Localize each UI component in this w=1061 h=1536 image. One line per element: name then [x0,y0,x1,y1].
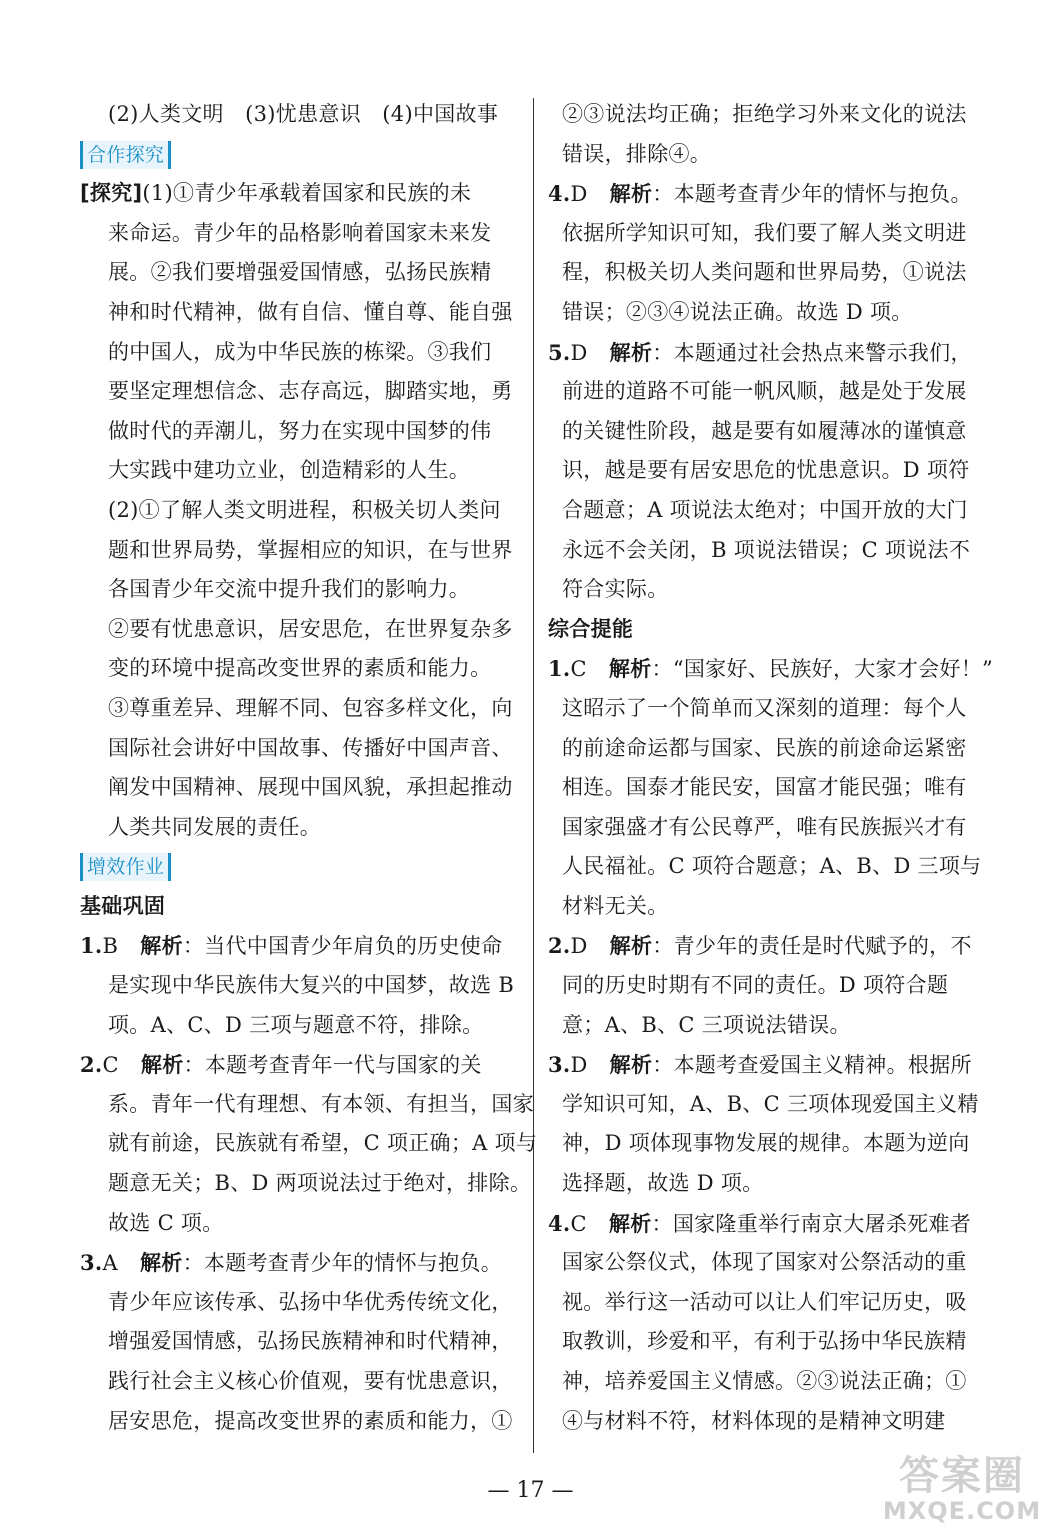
answer-choice: B [102,934,119,959]
text-line: (2)①了解人类文明进程，积极关切人类问 [108,497,501,522]
section-tag [80,135,520,175]
text-line: 前进的道路不可能一帆风顺，越是处于发展 [562,379,967,404]
text-line: 来命运。青少年的品格影响着国家未来发 [108,220,492,245]
watermark-logo [877,1454,1047,1530]
right-column [548,95,994,1441]
text-line: 阐发中国精神、展现中国风貌，承担起推动 [108,775,513,800]
text-line: 同的历史时期有不同的责任。D 项符合题 [562,973,949,998]
question-number: 3. [80,1250,103,1276]
text-line: 增强爱国情感，弘扬民族精神和时代精神， [108,1329,513,1354]
text-line: 做时代的弄潮儿，努力在实现中国梦的伟 [108,418,492,443]
inquiry-text: (1)①青少年承载着国家和民族的未 [142,181,472,206]
text-line: 居安思危，提高改变世界的素质和能力，① [108,1408,513,1433]
text-line: 人民福祉。C 项符合题意；A、B、D 三项与 [562,854,982,879]
text-line: ②③说法均正确；拒绝学习外来文化的说法 [562,102,967,126]
text-line: 合题意；A 项说法太绝对；中国开放的大门 [562,497,968,522]
text-line: 人类共同发展的责任。 [108,814,321,839]
analysis-text: ：本题考查青年一代与国家的关 [183,1053,482,1078]
analysis-text: ：青少年的责任是时代赋予的，不 [652,934,972,959]
text-line: 这昭示了一个简单而又深刻的道理：每个人 [562,695,967,720]
text-line: 要坚定理想信念、志存高远，脚踏实地，勇 [108,379,513,404]
text-line: 意；A、B、C 三项说法错误。 [562,1012,851,1037]
text-line: ③尊重差异、理解不同、包容多样文化，向 [108,695,513,720]
inquiry-line [80,174,520,214]
question-number: 1. [80,933,103,959]
analysis-text: ：本题考查青少年的情怀与抱负。 [652,182,972,207]
text-line: 的中国人，成为中华民族的栋梁。③我们 [108,339,492,364]
answer-item [548,649,994,689]
analysis-label: 解析 [140,1251,183,1276]
analysis-label: 解析 [609,340,653,365]
text-line: 题和世界局势，掌握相应的知识，在与世界 [108,537,513,562]
answer-choice: C [570,657,587,682]
analysis-label: 解析 [609,934,653,959]
answer-item [80,1045,520,1085]
text-line: (2)人类文明 (3)忧患意识 (4)中国故事 [108,102,499,126]
text-line: 错误，排除④。 [562,141,712,166]
text-line: 大实践中建功立业，创造精彩的人生。 [108,458,471,483]
question-number: 4. [548,181,571,207]
answer-item [80,1243,520,1283]
answer-choice: C [570,1211,587,1236]
analysis-label: 解析 [140,934,183,959]
analysis-label: 解析 [609,1053,653,1078]
question-number: 2. [80,1052,103,1078]
answer-item [548,926,980,966]
question-number: 5. [548,339,571,365]
question-number: 1. [548,656,571,682]
text-line: 材料无关。 [562,893,669,918]
text-line: 神，培养爱国主义情感。②③说法正确；① [562,1369,967,1393]
text-line: 取教训，珍爱和平，有利于弘扬中华民族精 [562,1329,967,1354]
text-line: 青少年应该传承、弘扬中华优秀传统文化， [108,1289,513,1314]
text-line: 就有前途，民族就有希望，C 项正确；A 项与 [108,1131,538,1156]
analysis-text: ：本题考查青少年的情怀与抱负。 [182,1251,503,1276]
question-number: 2. [548,933,571,959]
text-line: 系。青年一代有理想、有本领、有担当，国家 [108,1091,534,1116]
text-line: 变的环境中提高改变世界的素质和能力。 [108,656,492,681]
text-line: 是实现中华民族伟大复兴的中国梦，故选 B [108,973,515,998]
text-line: 依据所学知识可知，我们要了解人类文明进 [562,220,967,245]
subsection-heading: 基础巩固 [80,893,166,918]
answer-item [548,174,980,214]
analysis-label: 解析 [608,1211,652,1236]
column-divider [533,98,534,1453]
inquiry-label: [探究] [80,181,143,206]
analysis-label: 解析 [609,182,653,207]
text-line: 国际社会讲好中国故事、传播好中国声音、 [108,735,513,760]
text-line: 题意无关；B、D 两项说法过于绝对，排除。 [108,1171,532,1196]
analysis-text: ：国家隆重举行南京大屠杀死难者 [651,1211,972,1236]
watermark-text: 答案圈 [899,1453,1025,1499]
analysis-text: ：当代中国青少年肩负的历史使命 [182,934,503,959]
section-tag-label: 增效作业 [80,853,171,881]
text-line: 的关键性阶段，越是要有如履薄冰的谨慎意 [562,418,967,443]
section-tag [80,847,520,887]
text-line: 神和时代精神，做有自信、懂自尊、能自强 [108,299,513,324]
analysis-text: ：本题通过社会热点来警示我们， [652,340,972,365]
text-line: 的前途命运都与国家、民族的前途命运紧密 [562,735,967,760]
question-number: 3. [548,1052,571,1078]
text-line: 永远不会关闭，B 项说法错误；C 项说法不 [562,537,971,562]
answer-choice: D [570,1053,588,1078]
page-number: — 17 — [487,1478,574,1503]
text-line: 神，D 项体现事物发展的规律。本题为逆向 [562,1131,970,1156]
analysis-text: ：“国家好、民族好，大家才会好！” [651,657,994,682]
text-line: 相连。国泰才能民安，国富才能民强；唯有 [562,775,967,800]
answer-choice: D [570,934,588,959]
text-line: 符合实际。 [562,577,669,602]
text-line: 错误；②③④说法正确。故选 D 项。 [562,299,913,324]
text-line: 故选 C 项。 [108,1210,224,1235]
text-line: 视。举行这一活动可以让人们牢记历史，吸 [562,1289,967,1314]
text-line: ④与材料不符，材料体现的是精神文明建 [562,1408,946,1433]
answer-item [80,926,520,966]
text-line: 国家强盛才有公民尊严，唯有民族振兴才有 [562,814,967,839]
analysis-label: 解析 [140,1053,184,1078]
text-line: 展。②我们要增强爱国情感，弘扬民族精 [108,260,492,285]
answer-choice: C [102,1053,119,1078]
answer-item [548,1045,980,1085]
answer-choice: D [570,340,588,365]
answer-choice: D [570,182,588,207]
left-column [80,95,538,1441]
text-line: 践行社会主义核心价值观，要有忧患意识， [108,1369,513,1393]
text-line: 选择题，故选 D 项。 [562,1171,764,1196]
text-line: ②要有忧患意识，居安思危，在世界复杂多 [108,616,513,641]
analysis-label: 解析 [608,657,652,682]
question-number: 4. [548,1210,571,1236]
analysis-text: ：本题考查爱国主义精神。根据所 [652,1053,972,1078]
text-line: 学知识可知，A、B、C 三项体现爱国主义精 [562,1091,979,1116]
answer-item [548,1204,980,1244]
text-line: 项。A、C、D 三项与题意不符，排除。 [108,1012,484,1037]
text-line: 国家公祭仪式，体现了国家对公祭活动的重 [562,1250,967,1275]
subsection-heading: 综合提能 [548,616,634,641]
text-line: 识，越是要有居安思危的忧患意识。D 项符 [562,458,970,483]
answer-choice: A [102,1251,118,1276]
text-line: 各国青少年交流中提升我们的影响力。 [108,577,471,602]
answer-item [548,333,980,373]
section-tag-label: 合作探究 [80,141,171,169]
text-line: 程，积极关切人类问题和世界局势，①说法 [562,260,967,285]
watermark-url: MXQE.COM [882,1497,1042,1525]
